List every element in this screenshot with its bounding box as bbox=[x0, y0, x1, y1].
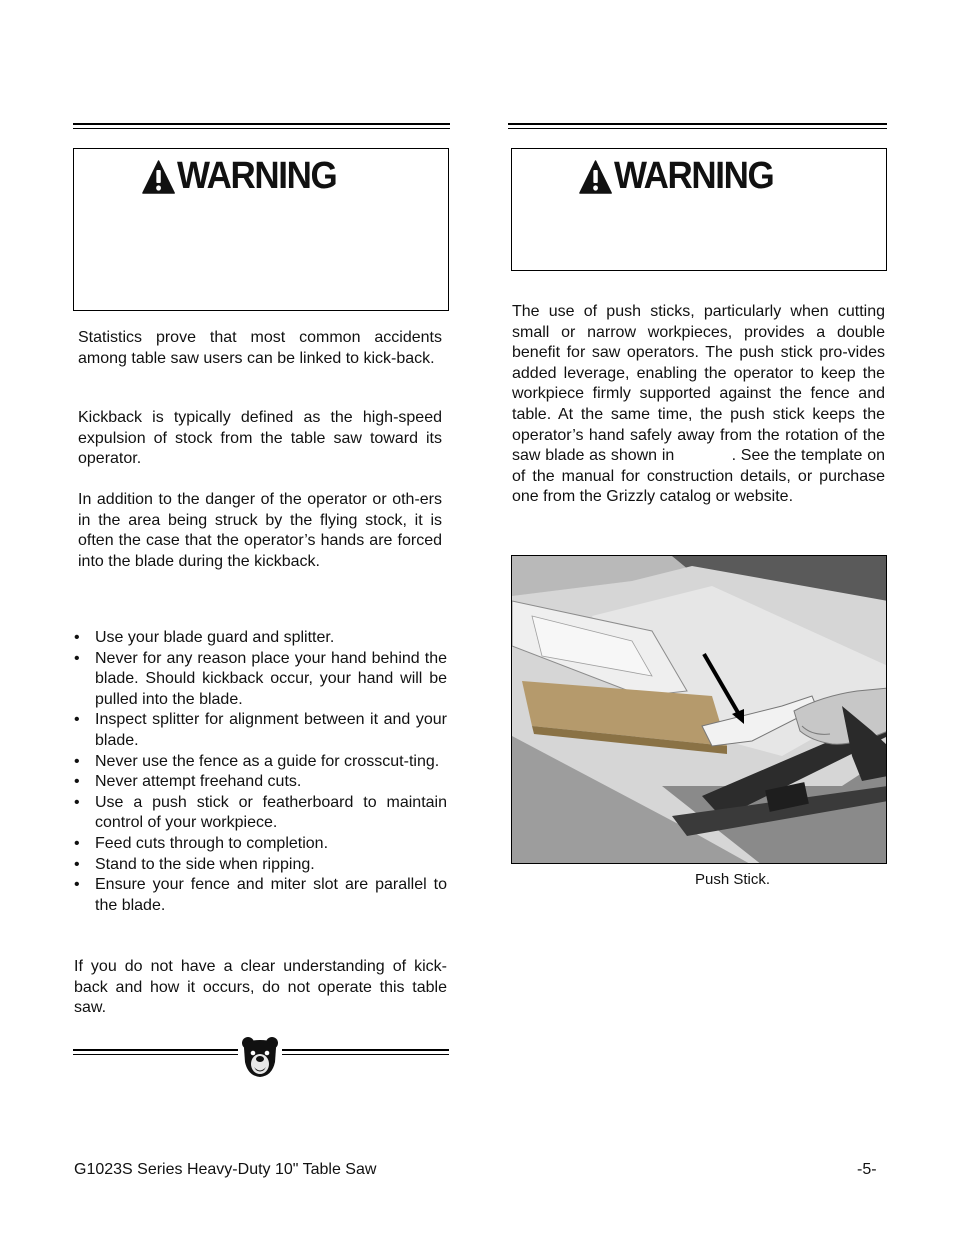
warning-triangle-icon bbox=[579, 160, 612, 194]
list-item: • Never use the fence as a guide for crosscut-ting. bbox=[74, 752, 447, 773]
push-stick-photo bbox=[511, 555, 887, 864]
left-paragraph-2: Kickback is typically defined as the high-speed expulsion of stock from the table saw toward its operator. bbox=[78, 409, 442, 468]
footer-title: G1023S Series Heavy-Duty 10" Table Saw bbox=[74, 1161, 377, 1178]
list-item: • Feed cuts through to completion. bbox=[74, 834, 447, 855]
list-item: • Use a push stick or featherboard to maintain control of your workpiece. bbox=[74, 793, 447, 834]
page-number: -5- bbox=[857, 1161, 877, 1178]
list-item: • Use your blade guard and splitter. bbox=[74, 628, 447, 649]
push-stick-illustration bbox=[512, 556, 887, 864]
section-end-rule-right bbox=[282, 1049, 449, 1055]
right-warning-box bbox=[511, 148, 887, 271]
list-item: • Ensure your fence and miter slot are parallel to the blade. bbox=[74, 875, 447, 916]
photo-caption: Push Stick. bbox=[695, 871, 771, 888]
left-paragraph-3: In addition to the danger of the operator or oth-ers in the area being struck by the flying stock, it is often the case that the operator’s hands are forced into the blade during the kickback. bbox=[78, 491, 442, 570]
right-warning-title: WARNING bbox=[579, 155, 773, 198]
left-closing-paragraph: If you do not have a clear understanding of kick-back and how it occurs, do not operate this table saw. bbox=[74, 958, 447, 1017]
left-warning-title: WARNING bbox=[142, 155, 336, 198]
left-header-rule bbox=[73, 123, 450, 129]
list-item: • Inspect splitter for alignment between it and your blade. bbox=[74, 710, 447, 751]
list-item: • Stand to the side when ripping. bbox=[74, 855, 447, 876]
right-header-rule bbox=[508, 123, 887, 129]
left-warning-box bbox=[73, 148, 449, 311]
kickback-prevention-list bbox=[74, 628, 447, 916]
right-paragraph: The use of push sticks, particularly when cutting small or narrow workpieces, provides a double benefit for saw operators. The push stick pro-vides added leverage, enabling the operator to keep the workpiece firmly supported against the fence and table. At the same time, the push stick keeps the operator’s hand safely away from the rotation of the saw blade as shown in . See the template on of the manual for construction details, or purchase one from the Grizzly catalog or website. bbox=[512, 303, 948, 506]
section-end-rule-left bbox=[73, 1049, 238, 1055]
left-paragraph-1: Statistics prove that most common accidents among table saw users can be linked to kick-back. bbox=[78, 329, 442, 367]
warning-triangle-icon bbox=[142, 160, 175, 194]
list-item: • Never attempt freehand cuts. bbox=[74, 772, 447, 793]
list-item: • Never for any reason place your hand behind the blade. Should kickback occur, your hand will be pulled into the blade. bbox=[74, 649, 447, 711]
grizzly-bear-logo bbox=[240, 1036, 280, 1078]
